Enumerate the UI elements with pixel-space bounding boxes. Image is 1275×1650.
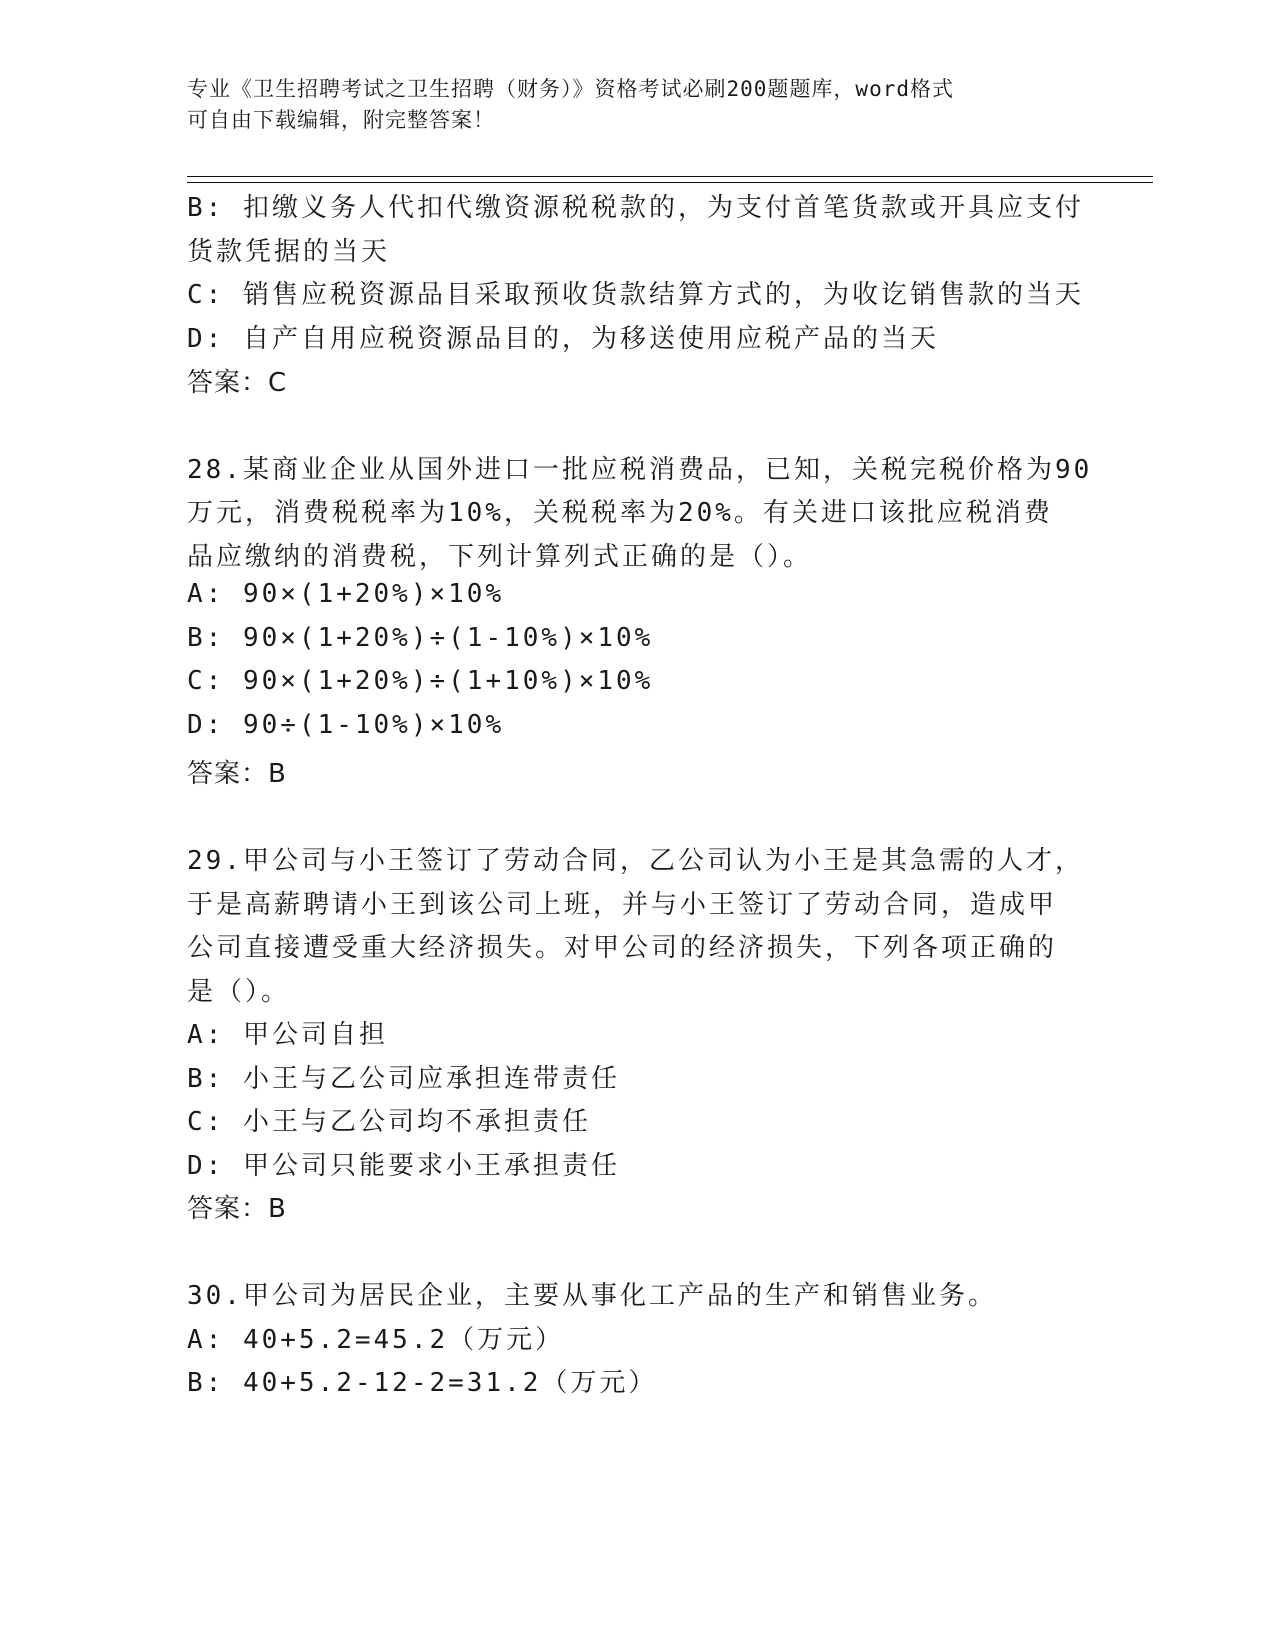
prev-option-b-line-1: B: 扣缴义务人代扣代缴资源税税款的，为支付首笔货款或开具应支付 bbox=[187, 193, 1084, 223]
q29-option-a: A: 甲公司自担 bbox=[187, 1020, 388, 1050]
header-divider-top bbox=[187, 176, 1153, 177]
q28-answer: 答案：B bbox=[187, 759, 287, 789]
q28-stem-line-1: 28.某商业企业从国外进口一批应税消费品，已知，关税完税价格为90 bbox=[187, 455, 1093, 485]
document-header bbox=[187, 74, 1087, 136]
q28-option-c: C: 90×(1+20%)÷(1+10%)×10% bbox=[187, 666, 654, 696]
q28-option-d: D: 90÷(1-10%)×10% bbox=[187, 710, 505, 740]
prev-answer: 答案：C bbox=[187, 368, 288, 398]
q29-answer: 答案：B bbox=[187, 1194, 287, 1224]
q29-stem-line-3: 公司直接遭受重大经济损失。对甲公司的经济损失，下列各项正确的 bbox=[187, 933, 1058, 963]
q28-stem-line-3: 品应缴纳的消费税，下列计算列式正确的是（）。 bbox=[187, 542, 813, 572]
q29-option-d: D: 甲公司只能要求小王承担责任 bbox=[187, 1151, 620, 1181]
q29-option-b: B: 小王与乙公司应承担连带责任 bbox=[187, 1064, 620, 1094]
prev-option-d: D: 自产自用应税资源品目的，为移送使用应税产品的当天 bbox=[187, 324, 939, 354]
header-line-1: 专业《卫生招聘考试之卫生招聘（财务）》资格考试必刷200题题库，word格式 bbox=[187, 77, 954, 101]
q30-stem-line-1: 30.甲公司为居民企业，主要从事化工产品的生产和销售业务。 bbox=[187, 1281, 997, 1311]
q30-option-a: A: 40+5.2=45.2（万元） bbox=[187, 1325, 565, 1355]
q28-option-b: B: 90×(1+20%)÷(1-10%)×10% bbox=[187, 623, 654, 653]
header-line-2: 可自由下载编辑，附完整答案！ bbox=[187, 108, 495, 132]
q29-stem-line-1: 29.甲公司与小王签订了劳动合同，乙公司认为小王是其急需的人才， bbox=[187, 846, 1084, 876]
q28-option-a: A: 90×(1+20%)×10% bbox=[187, 579, 505, 609]
q29-option-c: C: 小王与乙公司均不承担责任 bbox=[187, 1107, 591, 1137]
prev-option-c: C: 销售应税资源品目采取预收货款结算方式的，为收讫销售款的当天 bbox=[187, 280, 1084, 310]
q29-stem-line-2: 于是高薪聘请小王到该公司上班，并与小王签订了劳动合同，造成甲 bbox=[187, 890, 1058, 920]
q28-stem-line-2: 万元，消费税税率为10%，关税税率为20%。有关进口该批应税消费 bbox=[187, 498, 1053, 528]
header-divider-bottom bbox=[187, 182, 1153, 183]
q29-stem-line-4: 是（）。 bbox=[187, 977, 291, 1007]
q30-option-b: B: 40+5.2-12-2=31.2（万元） bbox=[187, 1368, 658, 1398]
prev-option-b-line-2: 货款凭据的当天 bbox=[187, 237, 391, 267]
